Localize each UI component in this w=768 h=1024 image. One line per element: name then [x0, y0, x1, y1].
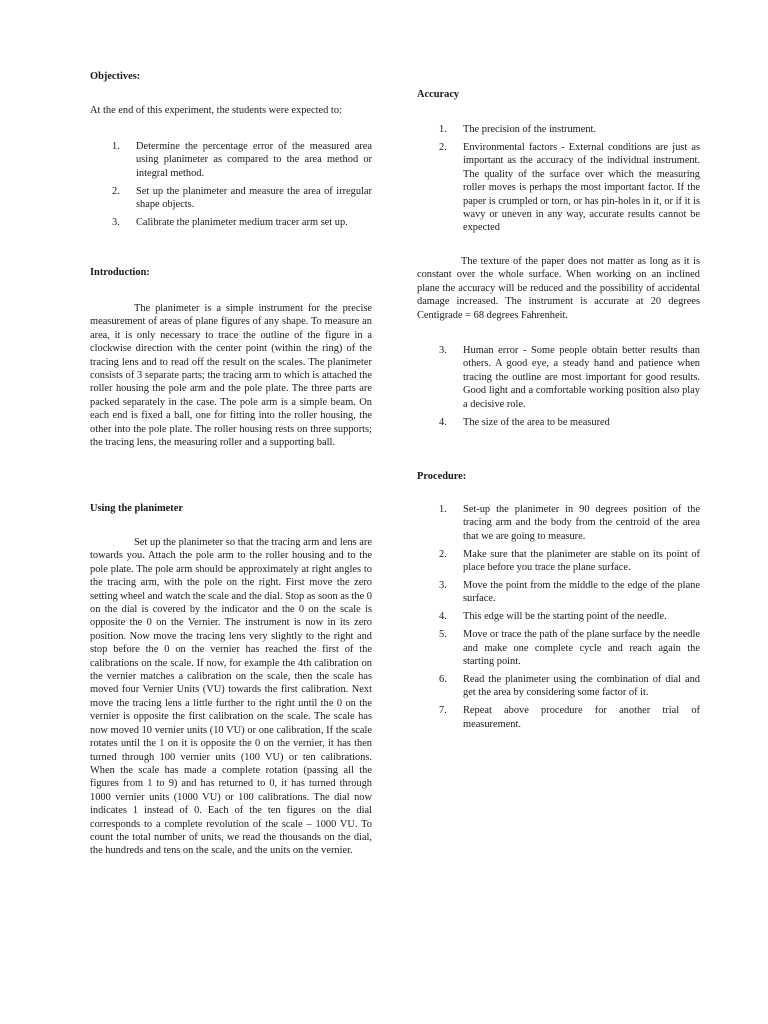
list-item: 3. Calibrate the planimeter medium tracer arm set up.: [112, 217, 348, 229]
objectives-heading: Objectives:: [90, 71, 141, 82]
list-item: 3. Human error - Some people obtain better results than others. A good eye, a steady hand and patience when tracing the outline are most important for good results. Good light and a comfortable working position also play a decisive role.: [439, 345, 700, 410]
list-item: 3. Move the point from the middle to the edge of the plane surface.: [439, 580, 700, 605]
list-item: 6. Read the planimeter using the combination of dial and get the area by considering some factor of it.: [439, 673, 700, 699]
list-item: 1. The precision of the instrument.: [439, 124, 597, 135]
accuracy-list: [417, 123, 700, 239]
list-item: 2. Make sure that the planimeter are stable on its point of place before you trace the plane surface.: [439, 548, 700, 574]
introduction-heading: Introduction:: [90, 267, 150, 278]
accuracy-list-continued: [417, 344, 700, 433]
list-item: 7. Repeat above procedure for another trial of measurement.: [439, 705, 700, 730]
objectives-list: [90, 140, 372, 234]
using-planimeter-paragraph: Set up the planimeter so that the tracing arm and lens are towards you. Attach the pole arm to the roller housing and to the pole plate. The pole arm should be approximately at right angles to the tracing arm, with the pole on the right. First move the zero setting wheel and watch the scale and the dial. Stop as soon as the 0 on the dial is covered by the indicator and the 0 on the scale is opposite the 0 on the Vernier. The instrument is now in its zero position. Now move the tracing lens very slightly to the right and stop before the 0 on the vernier has reached the first of the calibrations on the scale. If now, for example the 4th calibration on the vernier matches a calibration on the scale, then the scale has moved four Vernier Units (VU) towards the first calibration. Next move the tracing lens a little further to the right until the 0 on the vernier is opposite the first calibration on the scale. The scale has now moved 10 vernier units (10 VU) or one calibration, If the scale rotates until the 1 on it is opposite the 0 on the vernier, it has then turned through 100 vernier units (100 VU) or ten calibrations. When the scale has made a complete rotation (passing all the figures from 1 to 9) and has returned to 0, it has turned through 1000 vernier units (1000 VU) or 100 calibrations. The dial now indicates 1 instead of 0. Each of the ten figures on the dial corresponds to a complete revolution of the scale – 1000 VU. To count the total number of units, we read the thousands on the dial, the hundreds and tens on the scale, and the units on the vernier.: [90, 537, 372, 857]
list-item: 2. Set up the planimeter and measure the area of irregular shape objects.: [112, 185, 372, 211]
introduction-paragraph: The planimeter is a simple instrument for the precise measurement of areas of plane figures of any shape. To measure an area, it is only necessary to trace the outline of the figure in a clockwise direction with the center point (within the ring) of the tracing lens and to read off the result on the scales. The planimeter consists of 3 separate parts; the tracing arm to which is attached the roller housing the pole arm and the pole plate. The three parts are packed separately in the case. The pole arm is a simple beam. On each end is fixed a ball, one for fitting into the roller housing, the other into the pole plate. The roller housing rests on three supports; the tracing lens, the measuring roller and a supporting ball.: [90, 303, 372, 449]
list-item: 1. Set-up the planimeter in 90 degrees position of the tracing arm and the body from the centroid of the area that we are going to measure.: [439, 504, 700, 542]
list-item: 4. This edge will be the starting point of the needle.: [439, 611, 667, 623]
list-item: 5. Move or trace the path of the plane surface by the needle and make one complete cycle and reach again the starting point.: [439, 629, 700, 668]
texture-paragraph: The texture of the paper does not matter as long as it is constant over the whole surface. When working on an inclined plane the accuracy will be reduced and the possibility of accidental damage increased. The instrument is accurate at 20 degrees Centigrade = 68 degrees Fahrenheit.: [417, 256, 700, 321]
procedure-heading: Procedure:: [417, 471, 467, 482]
using-planimeter-heading: Using the planimeter: [90, 503, 183, 514]
list-item: 1. Determine the percentage error of the measured area using planimeter as compared to the area method or integral method.: [112, 141, 372, 179]
list-item: 2. Environmental factors - External conditions are just as important as the accuracy of the individual instrument. The quality of the surface over which the measuring roller moves is perhaps the most important factor. If the paper is crumpled or torn, or has pin-holes in it, or if it is wavy or uneven in any way, accurate results cannot be expected: [439, 141, 700, 234]
objectives-intro: At the end of this experiment, the students were expected to:: [90, 105, 342, 116]
list-item: 4. The size of the area to be measured: [439, 416, 610, 428]
procedure-list: [417, 503, 700, 736]
accuracy-heading: Accuracy: [417, 89, 460, 100]
